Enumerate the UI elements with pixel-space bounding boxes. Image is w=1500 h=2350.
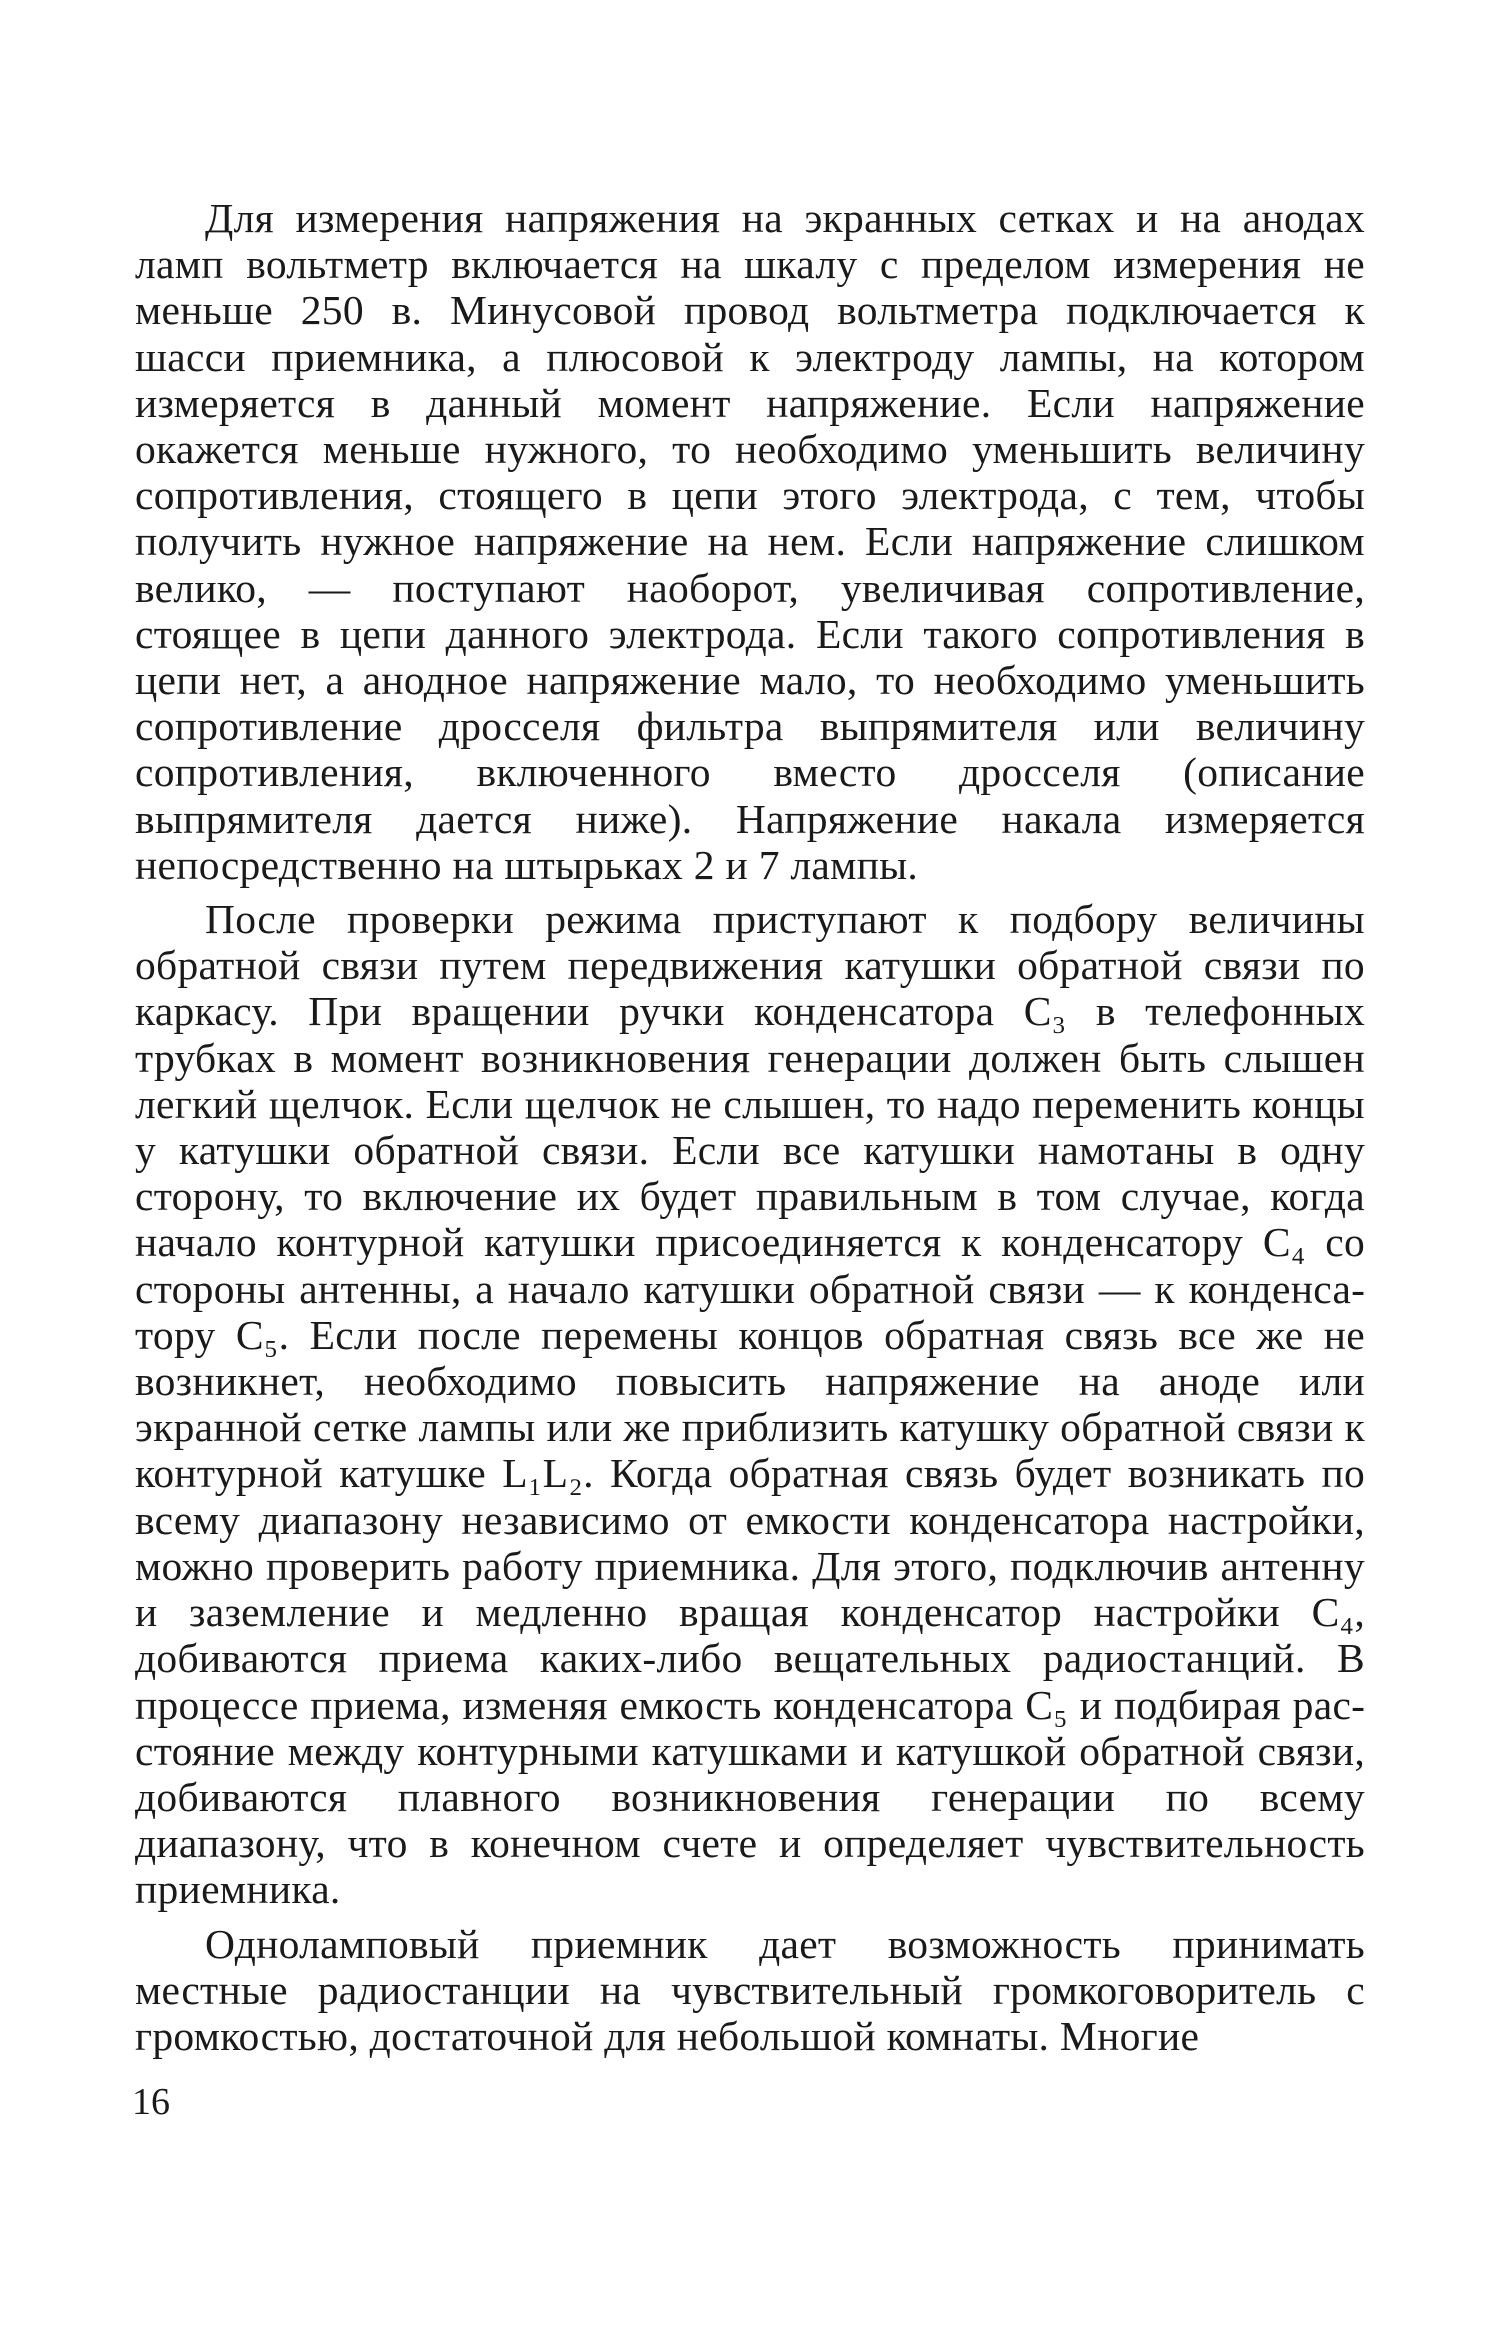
page-body	[135, 195, 1365, 2059]
paragraph-voltage-measurement: Для измерения напряжения на экранных сетках и на анодах ламп вольтметр включается на шкалу с пределом измерения не меньше 250 в. Минусовой провод вольтметра подключается к шасси приемника, а плюсовой к электроду лампы, на котором измеряется в данный момент напряжение. Если напряжение окажется меньше нужного, то необходимо уменьшить величину сопротивления, стоящего в цепи этого электрода, с тем, чтобы получить нужное напряжение на нем. Если напряжение слишком велико, — поступают наоборот, увеличивая сопротивление, стоящее в цепи данного электрода. Если такого сопротивления в цепи нет, а анодное напряжение мало, то необходимо уменьшить сопротивление дросселя фильтра выпрямителя или величину сопротивления, включенного вместо дросселя (описание выпрямителя дается ниже). Напряжение накала измеряется непосредственно на штырьках 2 и 7 лампы.	[135, 195, 1365, 888]
page-number: 16	[132, 2081, 170, 2123]
paragraph-single-tube-receiver: Одноламповый приемник дает возможность принимать местные радиостанции на чувствительный громкоговоритель с громкостью, достаточной для небольшой комнаты. Многие	[135, 1920, 1365, 2059]
paragraph-feedback-adjustment: После проверки режима приступают к подбору величины обратной связи путем передвижения катушки обратной связи по каркасу. При вращении ручки конденсатора C₃ в телефонных трубках в момент возникновения генерации должен быть слышен легкий щелчок. Если щелчок не слышен, то надо переменить концы у катушки обратной связи. Если все катушки намотаны в одну сторону, то включение их будет правильным в том случае, когда начало контурной катушки присоединяется к конденсатору C₄ со стороны антенны, а начало катушки обратной связи — к конденсатору C₅. Если после перемены концов обратная связь все же не возникнет, необходимо повысить напряжение на аноде или экранной сетке лампы или же приблизить катушку обратной связи к контурной катушке L₁L₂. Когда обратная связь будет возникать по всему диапазону независимо от емкости конденсатора настройки, можно проверить работу приемника. Для этого, подключив антенну и заземление и медленно вращая конденсатор настройки C₄, добиваются приема каких-либо вещательных радиостанций. В процессе приема, изменяя емкость конденсатора C₅ и подбирая расстояние между контурными катушками и катушкой обратной связи, добиваются плавного возникновения генерации по всему диапазону, что в конечном счете и определяет чувствительность приемника.	[135, 896, 1365, 1913]
